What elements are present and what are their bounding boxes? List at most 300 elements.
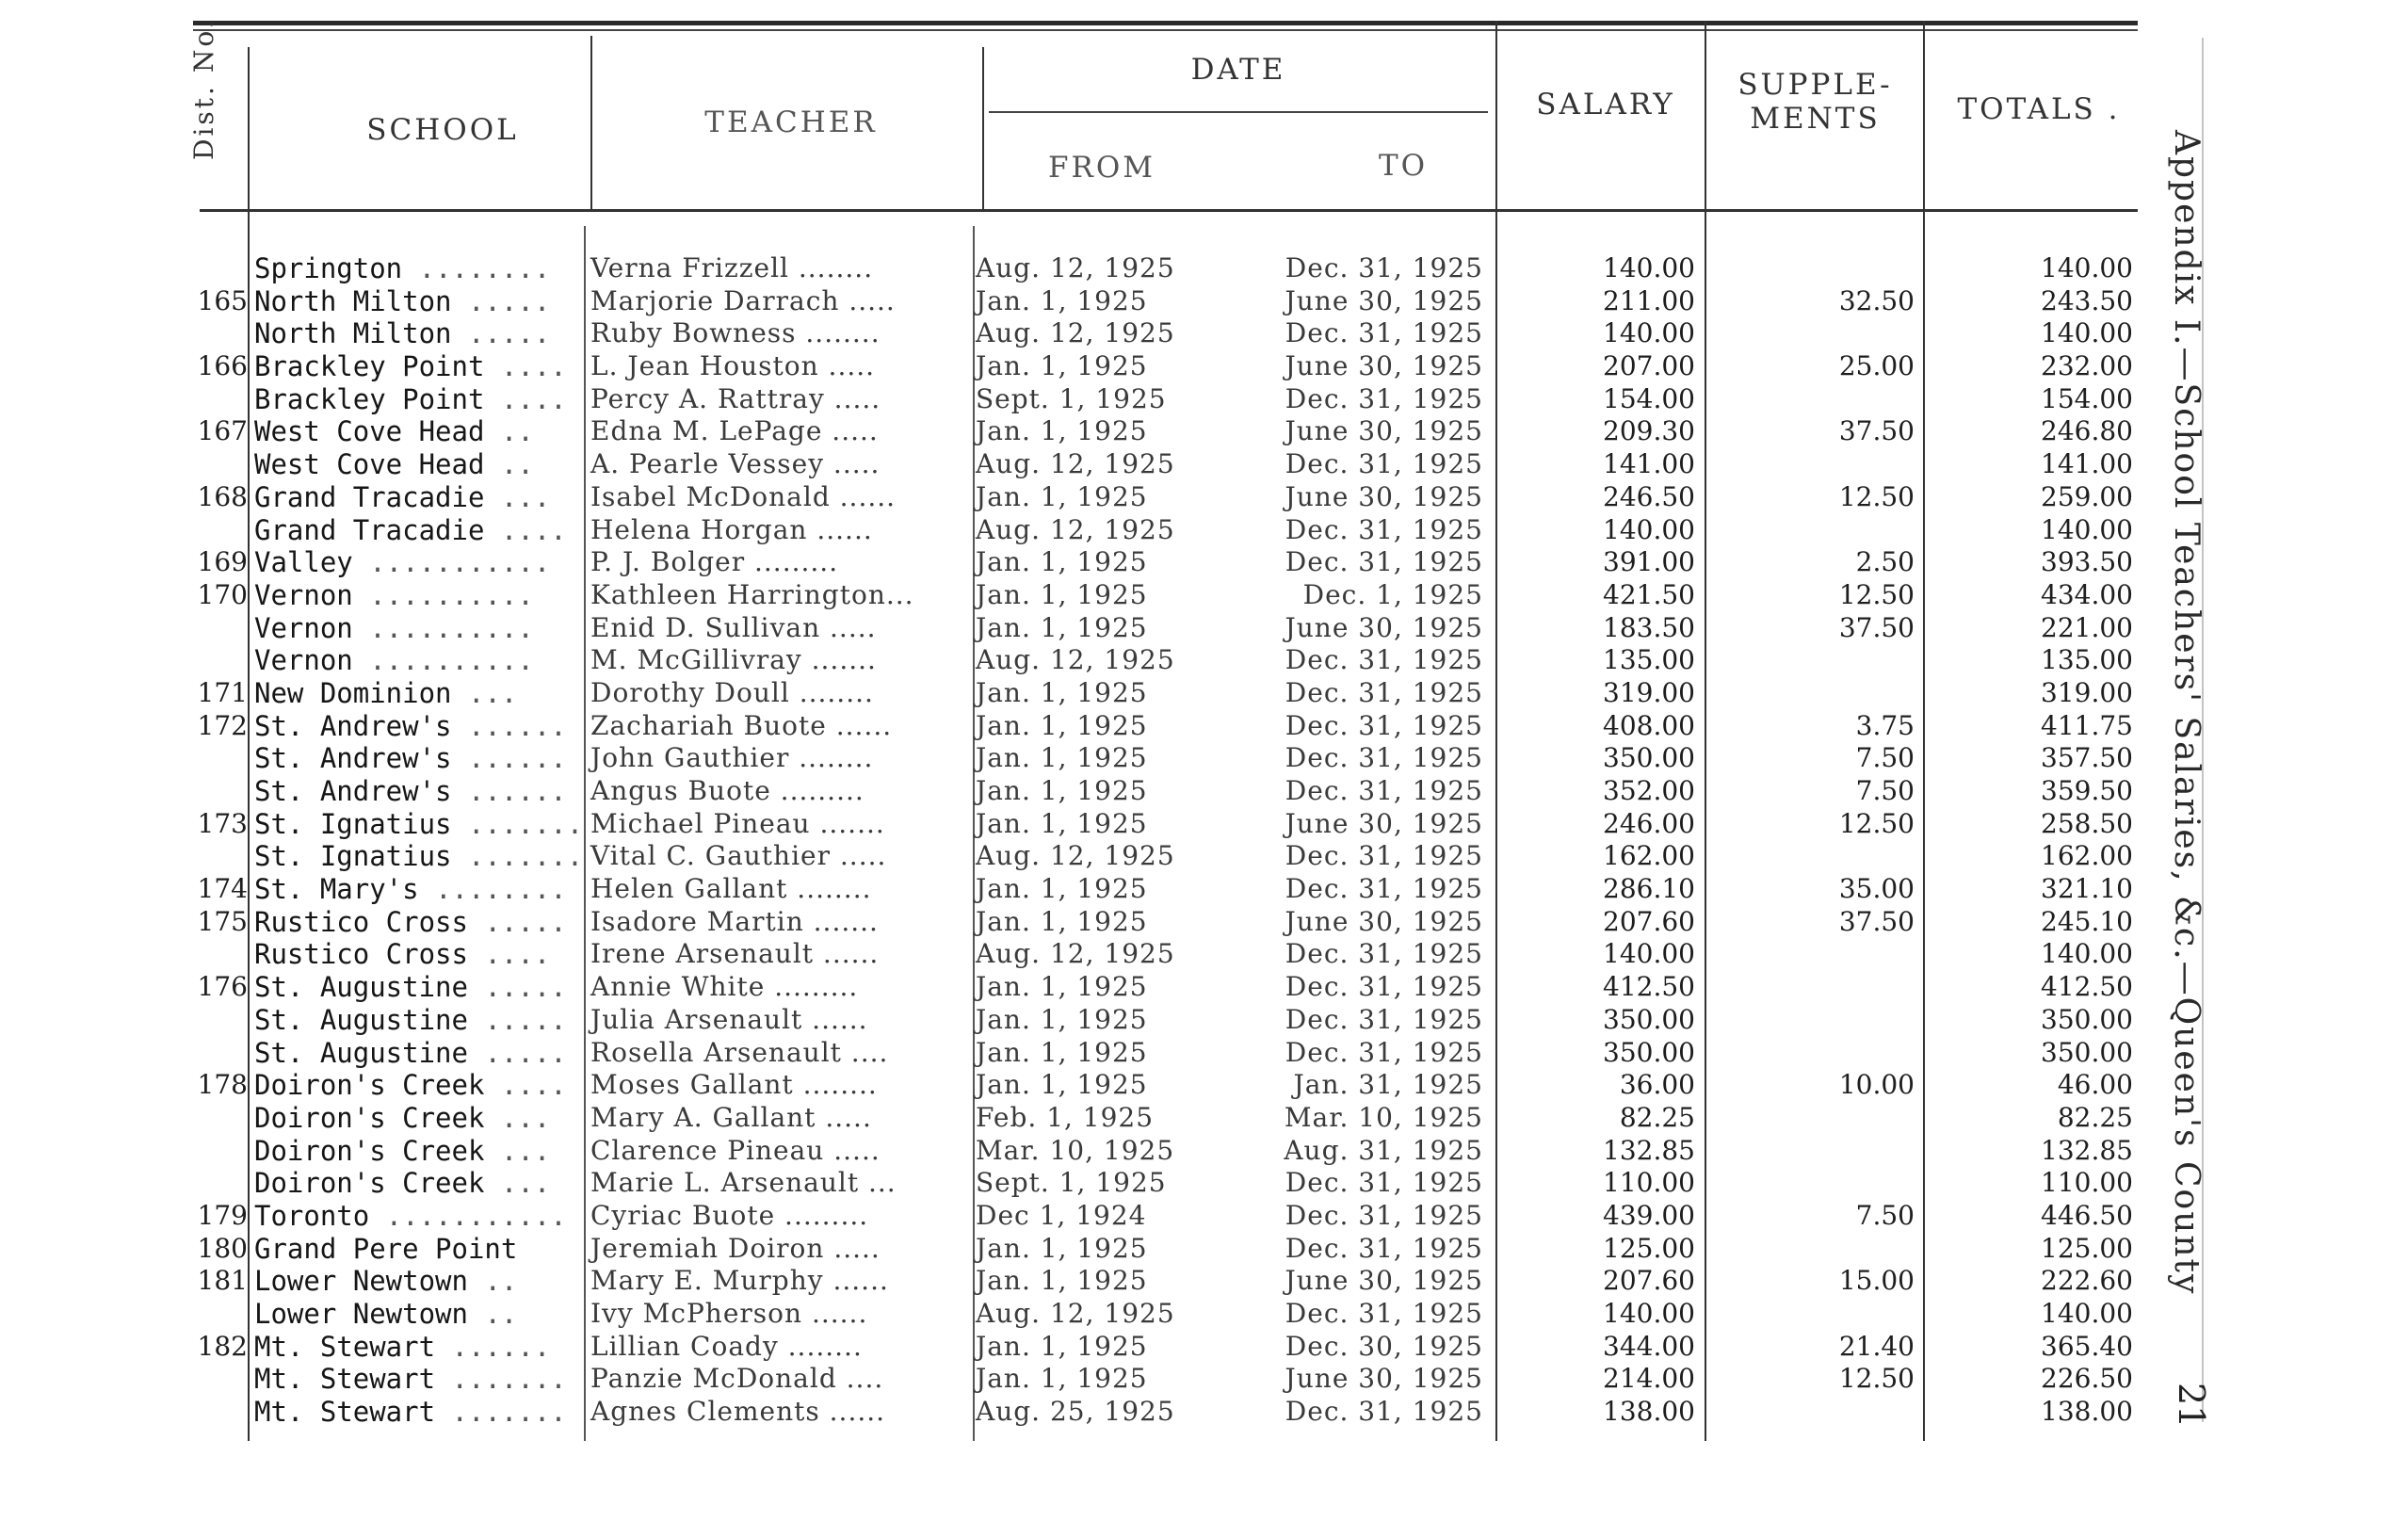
school-leader-dots: .....	[467, 905, 567, 938]
table-row	[0, 1135, 2166, 1168]
date-from-cell: Jan. 1, 1925	[976, 676, 1148, 708]
date-to-cell: June 30, 1925	[1285, 807, 1483, 839]
school-cell	[254, 775, 567, 807]
school-cell	[254, 1200, 567, 1232]
date-from-cell: Dec 1, 1924	[976, 1199, 1147, 1231]
school-leader-dots: ...........	[352, 546, 551, 579]
date-to-cell: June 30, 1925	[1285, 905, 1483, 937]
teacher-cell: Panzie McDonald ....	[590, 1363, 884, 1395]
teacher-cell: Lillian Coady ........	[590, 1330, 863, 1362]
table-row	[0, 808, 2166, 841]
header-salary: SALARY	[1536, 88, 1675, 121]
teacher-cell: Irene Arsenault ......	[590, 938, 880, 970]
teacher-cell: Kathleen Harrington...	[590, 578, 914, 610]
school-name: Rustico Cross	[254, 905, 468, 938]
school-cell	[254, 448, 534, 480]
salary-cell: 140.00	[1603, 938, 1695, 970]
supplements-cell: 32.50	[1838, 284, 1915, 316]
school-leader-dots: ....	[467, 938, 551, 971]
school-leader-dots: ...	[484, 1167, 551, 1200]
school-name: Vernon	[254, 644, 353, 677]
table-row	[0, 612, 2166, 645]
date-from-cell: Jan. 1, 1925	[976, 546, 1148, 578]
table-row	[0, 873, 2166, 906]
date-to-cell: Dec. 31, 1925	[1285, 1167, 1483, 1199]
school-name: St. Andrew's	[254, 775, 452, 807]
dist-no-cell: 176	[197, 971, 248, 1003]
school-cell	[254, 383, 567, 415]
teacher-cell: Michael Pineau .......	[590, 807, 885, 839]
school-leader-dots: ........	[418, 873, 567, 906]
dist-no-cell: 172	[197, 709, 248, 741]
date-from-cell: Jan. 1, 1925	[976, 971, 1148, 1003]
school-leader-dots: ....	[484, 382, 567, 415]
teacher-cell: Helena Horgan ......	[590, 513, 873, 545]
school-name: Doiron's Creek	[254, 1167, 485, 1200]
header-supplements	[1709, 68, 1921, 136]
school-name: Doiron's Creek	[254, 1069, 485, 1102]
school-name: Grand Tracadie	[254, 480, 485, 513]
table-row	[0, 415, 2166, 448]
header-supplements-line2: MENTS	[1750, 102, 1881, 136]
date-to-cell: Dec. 31, 1925	[1285, 938, 1483, 970]
date-from-cell: Jan. 1, 1925	[976, 480, 1148, 512]
dist-no-cell: 170	[197, 578, 248, 610]
total-cell: 350.00	[2041, 1003, 2133, 1035]
salary-cell: 183.50	[1603, 611, 1695, 643]
school-cell	[254, 1004, 567, 1036]
teacher-cell: Jeremiah Doiron .....	[590, 1232, 881, 1264]
top-rule-thick	[193, 21, 2138, 25]
total-cell: 125.00	[2041, 1232, 2133, 1264]
table-row	[0, 710, 2166, 743]
school-leader-dots: .......	[451, 807, 584, 840]
teacher-cell: Helen Gallant ........	[590, 873, 872, 905]
school-name: St. Augustine	[254, 1036, 468, 1069]
dist-no-cell: 181	[197, 1265, 248, 1297]
school-name: North Milton	[254, 317, 452, 350]
salary-cell: 141.00	[1603, 448, 1695, 480]
table-row	[0, 1200, 2166, 1233]
total-cell: 140.00	[2041, 252, 2133, 283]
supplements-cell: 12.50	[1838, 1363, 1915, 1395]
table-row	[0, 1265, 2166, 1298]
salary-cell: 214.00	[1603, 1363, 1695, 1395]
supplements-cell: 37.50	[1838, 611, 1915, 643]
total-cell: 140.00	[2041, 317, 2133, 349]
dist-no-cell: 173	[197, 807, 248, 839]
school-cell	[254, 317, 550, 349]
table-row	[0, 383, 2166, 416]
school-name: St. Andrew's	[254, 742, 452, 775]
table-row	[0, 514, 2166, 547]
salary-cell: 138.00	[1603, 1396, 1695, 1428]
school-name: Grand Tracadie	[254, 513, 485, 546]
dist-no-cell: 175	[197, 905, 248, 937]
school-cell	[254, 252, 550, 284]
date-from-cell: Jan. 1, 1925	[976, 775, 1148, 806]
date-from-cell: Sept. 1, 1925	[976, 1167, 1167, 1199]
total-cell: 319.00	[2041, 676, 2133, 708]
table-row	[0, 579, 2166, 612]
table-row	[0, 1363, 2166, 1396]
header-school: SCHOOL	[366, 113, 519, 147]
school-leader-dots: ..........	[352, 578, 534, 611]
total-cell: 110.00	[2041, 1167, 2133, 1199]
school-name: Springton	[254, 252, 403, 284]
salary-cell: 350.00	[1603, 1036, 1695, 1068]
salary-cell: 319.00	[1603, 676, 1695, 708]
total-cell: 350.00	[2041, 1036, 2133, 1068]
salary-cell: 352.00	[1603, 775, 1695, 806]
school-leader-dots: ....	[484, 513, 567, 546]
school-leader-dots: ..	[467, 1265, 518, 1298]
school-leader-dots: ..	[484, 448, 534, 481]
school-cell	[254, 1331, 550, 1363]
page-number: 21	[2171, 1383, 2212, 1429]
teacher-cell: Rosella Arsenault ....	[590, 1036, 889, 1068]
salary-cell: 140.00	[1603, 513, 1695, 545]
teacher-cell: John Gauthier ........	[590, 742, 874, 774]
school-cell	[254, 481, 550, 513]
date-to-cell: June 30, 1925	[1285, 284, 1483, 316]
school-cell	[254, 1167, 550, 1199]
school-cell	[254, 873, 567, 905]
school-leader-dots: .....	[467, 971, 567, 1004]
school-name: St. Ignatius	[254, 840, 452, 873]
date-from-cell: Aug. 12, 1925	[976, 1298, 1175, 1329]
school-name: Doiron's Creek	[254, 1101, 485, 1134]
total-cell: 140.00	[2041, 938, 2133, 970]
salary-cell: 350.00	[1603, 1003, 1695, 1035]
table-row	[0, 644, 2166, 677]
salary-cell: 36.00	[1619, 1069, 1695, 1101]
table-row	[0, 1069, 2166, 1102]
salary-cell: 132.85	[1603, 1134, 1695, 1166]
date-from-cell: Sept. 1, 1925	[976, 382, 1167, 414]
table-row	[0, 481, 2166, 514]
salary-cell: 439.00	[1603, 1199, 1695, 1231]
date-to-cell: Dec. 31, 1925	[1285, 1036, 1483, 1068]
salary-cell: 350.00	[1603, 742, 1695, 774]
date-from-cell: Jan. 1, 1925	[976, 350, 1148, 382]
salary-cell: 246.00	[1603, 807, 1695, 839]
dist-no-cell: 179	[197, 1199, 248, 1231]
date-from-cell: Jan. 1, 1925	[976, 1363, 1148, 1395]
total-cell: 434.00	[2041, 578, 2133, 610]
school-cell	[254, 971, 567, 1003]
school-cell	[254, 1069, 567, 1101]
supplements-cell: 3.75	[1855, 709, 1915, 741]
school-name: Toronto	[254, 1199, 370, 1232]
school-name: Brackley Point	[254, 350, 485, 383]
school-name: St. Andrew's	[254, 709, 452, 742]
col-separator-school-head	[590, 36, 592, 210]
date-to-cell: Dec. 31, 1925	[1285, 742, 1483, 774]
school-name: Mt. Stewart	[254, 1363, 436, 1396]
supplements-cell: 35.00	[1838, 873, 1915, 905]
salary-cell: 125.00	[1603, 1232, 1695, 1264]
salary-cell: 209.30	[1603, 415, 1695, 447]
teacher-cell: Marjorie Darrach .....	[590, 284, 896, 316]
date-to-cell: Dec. 31, 1925	[1285, 1396, 1483, 1428]
school-cell	[254, 1233, 517, 1265]
date-from-cell: Aug. 12, 1925	[976, 938, 1175, 970]
school-name: Vernon	[254, 578, 353, 611]
teacher-cell: Ivy McPherson ......	[590, 1298, 868, 1329]
school-cell	[254, 938, 550, 970]
dist-no-cell: 168	[197, 480, 248, 512]
salary-table-body	[0, 252, 2166, 1429]
total-cell: 357.50	[2041, 742, 2133, 774]
header-teacher: TEACHER	[704, 105, 878, 139]
school-cell	[254, 285, 550, 317]
date-to-cell: June 30, 1925	[1285, 1363, 1483, 1395]
school-leader-dots: ..........	[352, 644, 534, 677]
school-leader-dots: ...	[451, 676, 518, 709]
table-row	[0, 1102, 2166, 1135]
teacher-cell: Isabel McDonald ......	[590, 480, 897, 512]
teacher-cell: Moses Gallant ........	[590, 1069, 878, 1101]
supplements-cell: 2.50	[1855, 546, 1915, 578]
total-cell: 140.00	[2041, 1298, 2133, 1329]
total-cell: 245.10	[2041, 905, 2133, 937]
school-cell	[254, 710, 567, 742]
teacher-cell: Marie L. Arsenault ...	[590, 1167, 897, 1199]
school-name: St. Ignatius	[254, 807, 452, 840]
teacher-cell: Agnes Clements ......	[590, 1396, 886, 1428]
table-row	[0, 1298, 2166, 1331]
top-rule-thin	[193, 29, 2138, 31]
salary-cell: 154.00	[1603, 382, 1695, 414]
dist-no-cell: 169	[197, 546, 248, 578]
salary-cell: 207.60	[1603, 905, 1695, 937]
supplements-cell: 10.00	[1838, 1069, 1915, 1101]
total-cell: 46.00	[2057, 1069, 2133, 1101]
date-to-cell: Dec. 31, 1925	[1285, 840, 1483, 872]
date-to-cell: June 30, 1925	[1285, 611, 1483, 643]
table-row	[0, 448, 2166, 481]
table-row	[0, 742, 2166, 775]
school-name: West Cove Head	[254, 415, 485, 448]
school-leader-dots: ..........	[352, 611, 534, 644]
supplements-cell: 7.50	[1855, 775, 1915, 806]
table-row	[0, 317, 2166, 350]
total-cell: 135.00	[2041, 644, 2133, 676]
salary-cell: 421.50	[1603, 578, 1695, 610]
date-from-cell: Jan. 1, 1925	[976, 415, 1148, 447]
teacher-cell: M. McGillivray .......	[590, 644, 877, 676]
supplements-cell: 37.50	[1838, 415, 1915, 447]
date-from-cell: Jan. 1, 1925	[976, 1232, 1148, 1264]
total-cell: 232.00	[2041, 350, 2133, 382]
header-bottom-rule	[200, 209, 2138, 212]
school-cell	[254, 742, 567, 774]
salary-cell: 207.60	[1603, 1265, 1695, 1297]
header-dist-no: Dist. No.	[188, 17, 219, 160]
teacher-cell: Mary A. Gallant .....	[590, 1101, 872, 1133]
salary-cell: 110.00	[1603, 1167, 1695, 1199]
total-cell: 246.80	[2041, 415, 2133, 447]
school-name: West Cove Head	[254, 448, 485, 481]
total-cell: 411.75	[2041, 709, 2133, 741]
school-name: St. Mary's	[254, 873, 419, 906]
school-leader-dots: .....	[467, 1003, 567, 1036]
dist-no-cell: 166	[197, 350, 248, 382]
teacher-cell: Enid D. Sullivan .....	[590, 611, 877, 643]
school-leader-dots: ...	[484, 1101, 551, 1134]
school-leader-dots: ........	[402, 252, 551, 284]
date-from-cell: Jan. 1, 1925	[976, 1330, 1148, 1362]
date-to-cell: June 30, 1925	[1285, 480, 1483, 512]
date-from-cell: Aug. 25, 1925	[976, 1396, 1175, 1428]
date-from-cell: Aug. 12, 1925	[976, 252, 1175, 283]
supplements-cell: 21.40	[1838, 1330, 1915, 1362]
date-to-cell: Dec. 31, 1925	[1285, 252, 1483, 283]
table-row	[0, 285, 2166, 318]
date-to-cell: June 30, 1925	[1285, 350, 1483, 382]
date-from-cell: Jan. 1, 1925	[976, 578, 1148, 610]
total-cell: 321.10	[2041, 873, 2133, 905]
school-name: Doiron's Creek	[254, 1134, 485, 1167]
school-name: Rustico Cross	[254, 938, 468, 971]
school-leader-dots: ...	[484, 1134, 551, 1167]
total-cell: 446.50	[2041, 1199, 2133, 1231]
salary-cell: 140.00	[1603, 317, 1695, 349]
salary-cell: 162.00	[1603, 840, 1695, 872]
school-cell	[254, 677, 517, 709]
dist-no-cell: 180	[197, 1232, 248, 1264]
date-to-cell: Dec. 31, 1925	[1285, 1199, 1483, 1231]
school-leader-dots: ......	[451, 775, 567, 807]
total-cell: 393.50	[2041, 546, 2133, 578]
table-row	[0, 906, 2166, 939]
school-leader-dots: ......	[451, 742, 567, 775]
date-from-cell: Jan. 1, 1925	[976, 1036, 1148, 1068]
school-name: Brackley Point	[254, 382, 485, 415]
school-cell	[254, 514, 567, 546]
salary-cell: 135.00	[1603, 644, 1695, 676]
date-to-cell: Dec. 31, 1925	[1285, 873, 1483, 905]
teacher-cell: Angus Buote .........	[590, 775, 865, 806]
date-to-cell: Aug. 31, 1925	[1284, 1134, 1483, 1166]
salary-cell: 408.00	[1603, 709, 1695, 741]
school-name: St. Augustine	[254, 971, 468, 1004]
table-row	[0, 1167, 2166, 1200]
total-cell: 222.60	[2041, 1265, 2133, 1297]
dist-no-cell: 167	[197, 415, 248, 447]
school-leader-dots: .......	[451, 840, 584, 873]
table-row	[0, 350, 2166, 383]
teacher-cell: Edna M. LePage .....	[590, 415, 879, 447]
dist-no-cell: 171	[197, 676, 248, 708]
supplements-cell: 12.50	[1838, 807, 1915, 839]
teacher-cell: A. Pearle Vessey .....	[590, 448, 881, 480]
supplements-cell: 7.50	[1855, 742, 1915, 774]
school-leader-dots: ......	[451, 709, 567, 742]
salary-cell: 207.00	[1603, 350, 1695, 382]
date-to-cell: Dec. 1, 1925	[1302, 578, 1483, 610]
salary-cell: 82.25	[1619, 1101, 1695, 1133]
supplements-cell: 15.00	[1838, 1265, 1915, 1297]
salary-cell: 140.00	[1603, 252, 1695, 283]
date-from-cell: Jan. 1, 1925	[976, 709, 1148, 741]
school-cell	[254, 906, 567, 938]
date-to-cell: Dec. 31, 1925	[1285, 546, 1483, 578]
table-row	[0, 840, 2166, 873]
total-cell: 132.85	[2041, 1134, 2133, 1166]
date-from-cell: Jan. 1, 1925	[976, 905, 1148, 937]
supplements-cell: 12.50	[1838, 480, 1915, 512]
school-leader-dots: ......	[435, 1330, 551, 1363]
date-to-cell: Dec. 31, 1925	[1285, 382, 1483, 414]
school-leader-dots: ....	[484, 350, 567, 383]
table-row	[0, 1396, 2166, 1429]
teacher-cell: Clarence Pineau .....	[590, 1134, 881, 1166]
salary-cell: 286.10	[1603, 873, 1695, 905]
total-cell: 243.50	[2041, 284, 2133, 316]
header-totals: TOTALS .	[1957, 92, 2121, 126]
date-to-cell: Dec. 31, 1925	[1285, 709, 1483, 741]
teacher-cell: L. Jean Houston .....	[590, 350, 876, 382]
table-row	[0, 1004, 2166, 1037]
dist-no-cell: 182	[197, 1330, 248, 1362]
supplements-cell: 7.50	[1855, 1199, 1915, 1231]
date-to-cell: Dec. 31, 1925	[1285, 676, 1483, 708]
salary-cell: 140.00	[1603, 1298, 1695, 1329]
total-cell: 259.00	[2041, 480, 2133, 512]
date-from-cell: Mar. 10, 1925	[976, 1134, 1175, 1166]
total-cell: 412.50	[2041, 971, 2133, 1003]
school-leader-dots: .......	[435, 1363, 567, 1396]
date-from-cell: Feb. 1, 1925	[976, 1101, 1155, 1133]
school-leader-dots: ...	[484, 480, 551, 513]
teacher-cell: Verna Frizzell ........	[590, 252, 874, 283]
school-name: Mt. Stewart	[254, 1330, 436, 1363]
salary-cell: 391.00	[1603, 546, 1695, 578]
school-cell	[254, 579, 534, 611]
total-cell: 162.00	[2041, 840, 2133, 872]
supplements-cell: 37.50	[1838, 905, 1915, 937]
school-cell	[254, 840, 583, 872]
date-from-cell: Jan. 1, 1925	[976, 1265, 1148, 1297]
date-from-cell: Jan. 1, 1925	[976, 807, 1148, 839]
table-row	[0, 1233, 2166, 1266]
date-to-cell: June 30, 1925	[1285, 415, 1483, 447]
school-cell	[254, 1102, 550, 1134]
col-separator-teacher-head	[982, 47, 984, 210]
school-cell	[254, 644, 534, 676]
date-from-cell: Jan. 1, 1925	[976, 284, 1148, 316]
total-cell: 82.25	[2057, 1101, 2133, 1133]
school-name: St. Augustine	[254, 1003, 468, 1036]
header-supplements-line1: SUPPLE-	[1737, 68, 1893, 102]
teacher-cell: Dorothy Doull ........	[590, 676, 874, 708]
teacher-cell: Mary E. Murphy ......	[590, 1265, 889, 1297]
teacher-cell: Ruby Bowness ........	[590, 317, 881, 349]
school-name: Valley	[254, 546, 353, 579]
school-leader-dots: .....	[451, 284, 551, 317]
header-date: DATE	[1190, 53, 1286, 87]
salary-cell: 211.00	[1603, 284, 1695, 316]
date-from-cell: Jan. 1, 1925	[976, 1069, 1148, 1101]
date-to-cell: Dec. 31, 1925	[1285, 317, 1483, 349]
date-from-cell: Jan. 1, 1925	[976, 873, 1148, 905]
school-name: North Milton	[254, 284, 452, 317]
total-cell: 140.00	[2041, 513, 2133, 545]
teacher-cell: Isadore Martin .......	[590, 905, 879, 937]
teacher-cell: Vital C. Gauthier .....	[590, 840, 887, 872]
